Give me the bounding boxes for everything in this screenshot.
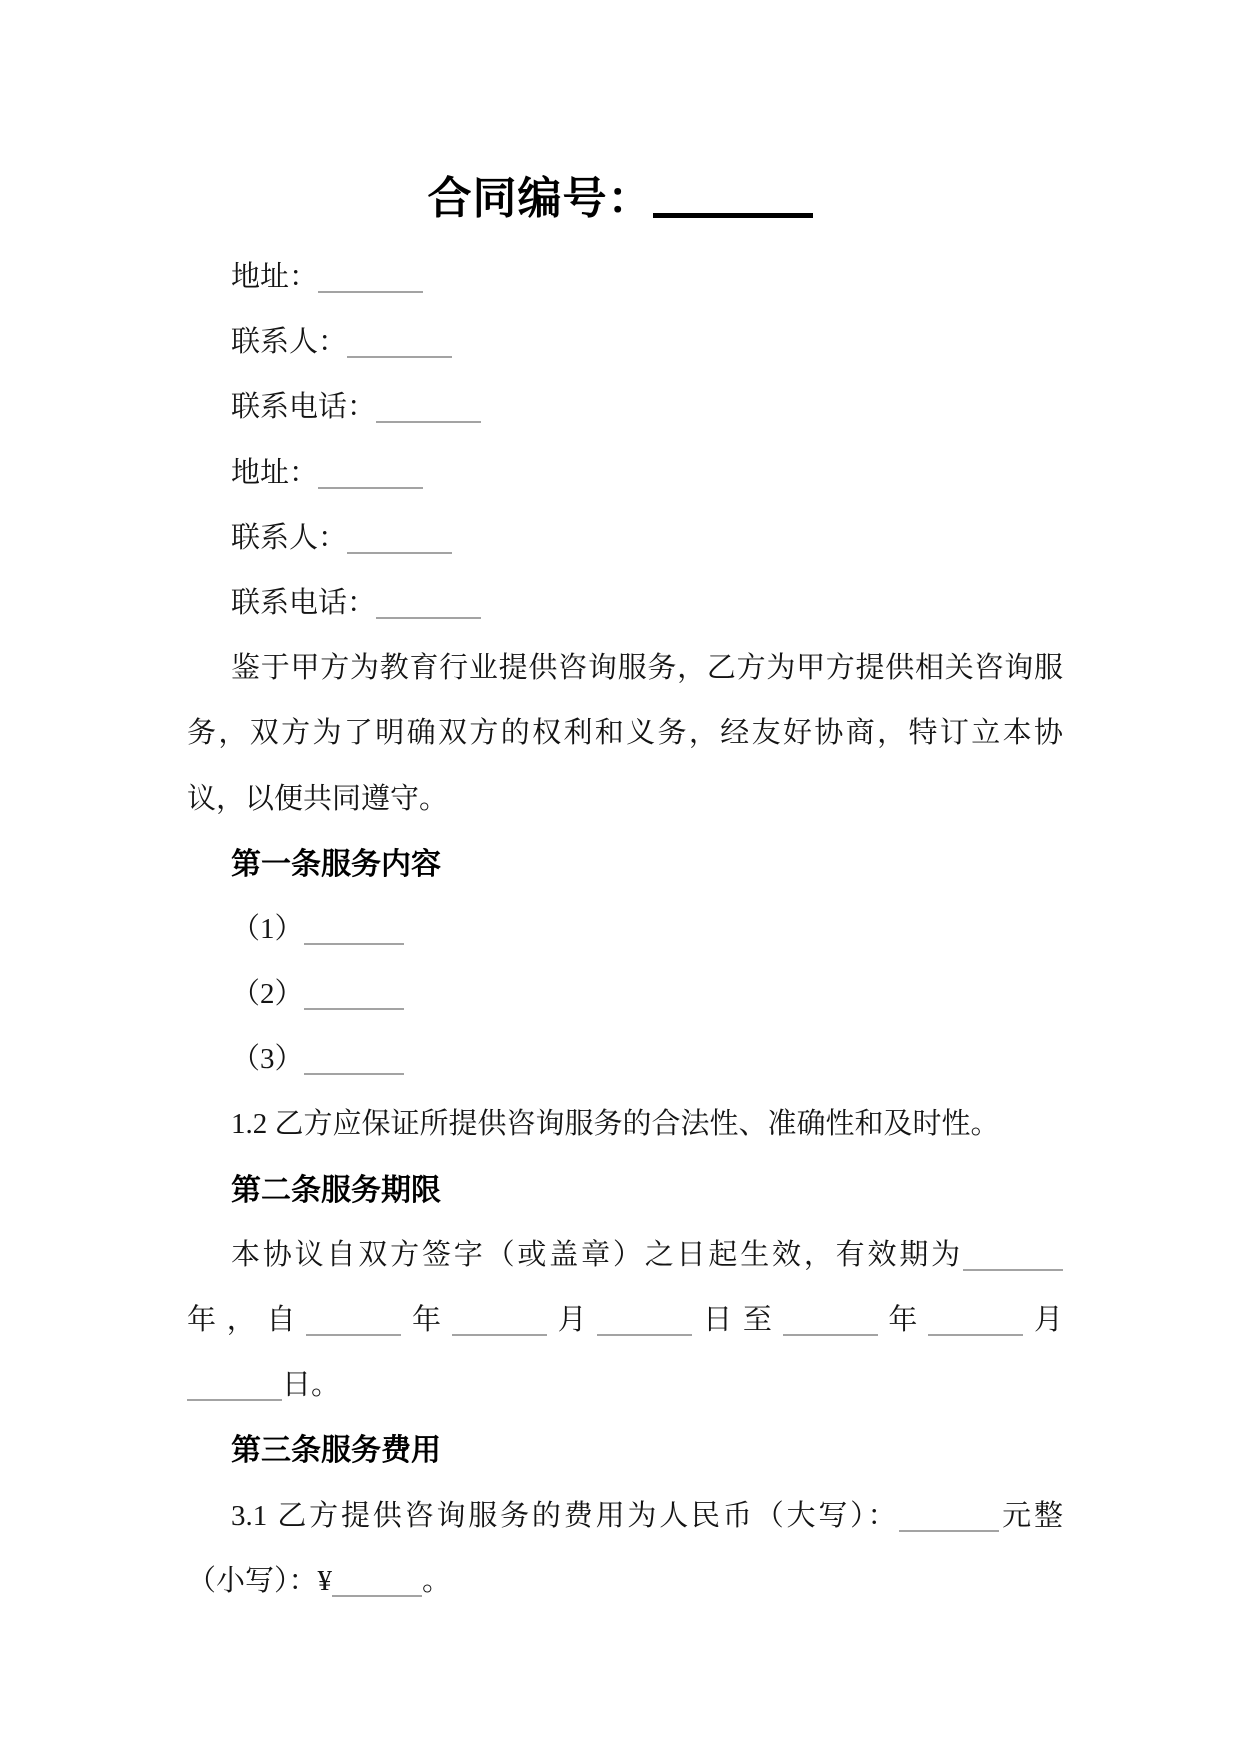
contact-phone-blank: [376, 587, 481, 619]
preamble-text: 务，双方为了明确双方的权利和义务，经友好协商，特订立本协: [187, 717, 1063, 750]
clause-1-2: [187, 1092, 1063, 1157]
section-3-heading: [187, 1418, 1063, 1483]
clause-text: 1.2 乙方应保证所提供咨询服务的合法性、准确性和及时性。: [231, 1108, 1000, 1141]
preamble-line-2: [187, 701, 1063, 766]
address-line-1: [187, 245, 1063, 310]
end-day-blank: [187, 1369, 282, 1401]
section-heading-text: 第一条服务内容: [231, 847, 441, 881]
amount-in-figures-blank: [332, 1565, 422, 1597]
service-item-2: [187, 962, 1063, 1027]
contact-phone-line-2: [187, 571, 1063, 636]
month-label: 月: [1023, 1304, 1063, 1336]
contract-body: [0, 245, 1240, 1614]
section-1-heading: [187, 832, 1063, 897]
contact-person-label: 联系人：: [231, 326, 348, 359]
period-label: 。: [422, 1564, 452, 1597]
contact-phone-blank: [376, 391, 481, 423]
service-item-blank: [304, 978, 404, 1010]
section-heading-text: 第二条服务期限: [231, 1173, 441, 1207]
preamble-line-3: [187, 767, 1063, 832]
month-label: 月: [546, 1304, 598, 1336]
validity-text: 年，自: [187, 1304, 307, 1336]
validity-text: 本协议自双方签字（或盖章）之日起生效，有效期为: [231, 1238, 963, 1271]
item-number-label: （1）: [231, 912, 304, 945]
start-month-blank: [452, 1304, 547, 1336]
contact-phone-label: 联系电话：: [231, 391, 377, 424]
fee-text: 3.1 乙方提供咨询服务的费用为人民币（大写）：: [231, 1499, 900, 1532]
contact-person-line-2: [187, 506, 1063, 571]
validity-line-2: [187, 1288, 1063, 1353]
day-label: 日。: [282, 1369, 341, 1402]
validity-line-1: [187, 1223, 1063, 1288]
contact-phone-line-1: [187, 375, 1063, 440]
fee-line-2: [187, 1549, 1063, 1614]
start-day-blank: [597, 1304, 692, 1336]
contract-number-label: 合同编号：: [427, 174, 653, 223]
year-label: 年: [401, 1304, 452, 1336]
contact-person-label: 联系人：: [231, 521, 348, 554]
contact-person-blank: [347, 522, 452, 554]
start-year-blank: [306, 1304, 401, 1336]
contact-person-line-1: [187, 310, 1063, 375]
service-item-blank: [304, 913, 404, 945]
service-item-blank: [304, 1043, 404, 1075]
end-year-blank: [783, 1304, 878, 1336]
item-number-label: （2）: [231, 978, 304, 1011]
section-heading-text: 第三条服务费用: [231, 1434, 441, 1468]
contact-person-blank: [347, 326, 452, 358]
fee-line-1: [187, 1484, 1063, 1549]
page-title: [0, 0, 1240, 223]
contract-number-blank: [653, 179, 813, 218]
preamble-text: 议，以便共同遵守。: [187, 782, 449, 815]
end-month-blank: [928, 1304, 1023, 1336]
address-label: 地址：: [231, 456, 319, 489]
service-item-3: [187, 1027, 1063, 1092]
contact-phone-label: 联系电话：: [231, 586, 377, 619]
address-line-2: [187, 441, 1063, 506]
preamble-line-1: [187, 636, 1063, 701]
day-to-label: 日至: [692, 1304, 783, 1336]
address-blank: [318, 457, 423, 489]
service-item-1: [187, 897, 1063, 962]
validity-line-3: [187, 1353, 1063, 1418]
fee-text: （小写）：¥: [187, 1564, 333, 1597]
year-label: 年: [877, 1304, 929, 1336]
address-label: 地址：: [231, 261, 319, 293]
section-2-heading: [187, 1158, 1063, 1223]
validity-term-blank: [963, 1239, 1063, 1271]
address-blank: [318, 261, 423, 293]
item-number-label: （3）: [231, 1043, 304, 1076]
amount-in-words-blank: [899, 1500, 999, 1532]
preamble-text: 鉴于甲方为教育行业提供咨询服务，乙方为甲方提供相关咨询服: [231, 652, 1063, 685]
yuan-integer-label: 元整: [999, 1499, 1063, 1532]
